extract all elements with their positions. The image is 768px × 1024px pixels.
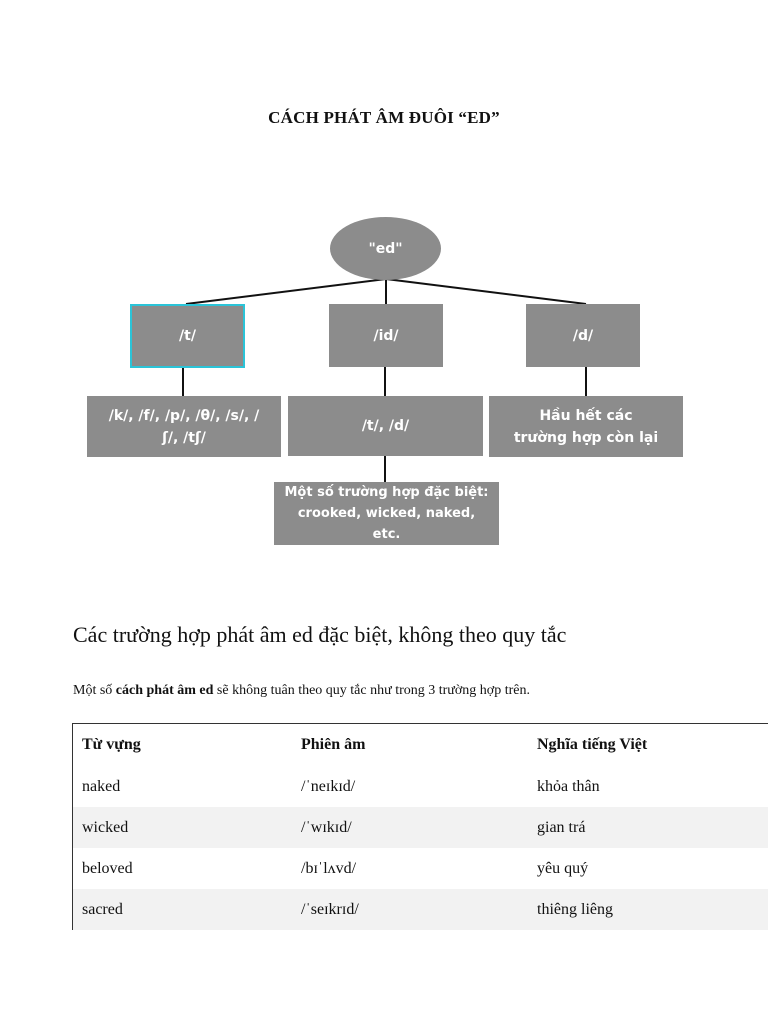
intro-suffix: sẽ không tuân theo quy tắc như trong 3 trường hợp trên. [213, 683, 530, 698]
cell-phonetic: /ˈseɪkrɪd/ [301, 900, 359, 918]
diagram-note-id: Một số trường hợp đặc biệt: crooked, wicked, naked, etc. [274, 482, 499, 545]
cell-word: sacred [82, 900, 123, 918]
cell-phonetic: /bɪˈlʌvd/ [301, 859, 357, 877]
cell-meaning: gian trá [537, 818, 586, 836]
intro-bold: cách phát âm ed [115, 683, 214, 698]
vocabulary-table [72, 723, 768, 930]
cell-word: beloved [82, 859, 133, 877]
table-row [73, 807, 768, 848]
cell-meaning: thiêng liêng [537, 900, 613, 918]
diagram-detail-id: /t/, /d/ [288, 396, 483, 456]
diagram-detail-d: Hầu hết các trường hợp còn lại [489, 396, 683, 457]
section-heading: Các trường hợp phát âm ed đặc biệt, không theo quy tắc [73, 622, 567, 647]
cell-meaning: yêu quý [537, 859, 589, 877]
header-meaning: Nghĩa tiếng Việt [537, 736, 648, 753]
header-phonetic: Phiên âm [301, 736, 366, 753]
cell-word: naked [82, 777, 121, 795]
header-word: Từ vựng [82, 736, 141, 753]
cell-phonetic: /ˈneɪkɪd/ [301, 777, 356, 795]
diagram-node-id: /id/ [329, 304, 443, 367]
table-header-row [73, 724, 768, 767]
cell-word: wicked [82, 818, 129, 836]
intro-paragraph [73, 683, 530, 699]
document-title: CÁCH PHÁT ÂM ĐUÔI “ED” [268, 108, 500, 127]
intro-prefix: Một số [73, 683, 116, 698]
diagram-node-d: /d/ [526, 304, 640, 367]
cell-meaning: khỏa thân [537, 777, 600, 795]
diagram-detail-t: /k/, /f/, /p/, /θ/, /s/, /ʃ/, /tʃ/ [87, 396, 281, 457]
diagram-node-t[interactable]: /t/ [130, 304, 245, 368]
table-row [73, 889, 768, 930]
table-row [73, 848, 768, 889]
diagram-root-node: "ed" [330, 217, 441, 280]
table-row [73, 766, 768, 807]
cell-phonetic: /ˈwɪkɪd/ [301, 818, 352, 836]
